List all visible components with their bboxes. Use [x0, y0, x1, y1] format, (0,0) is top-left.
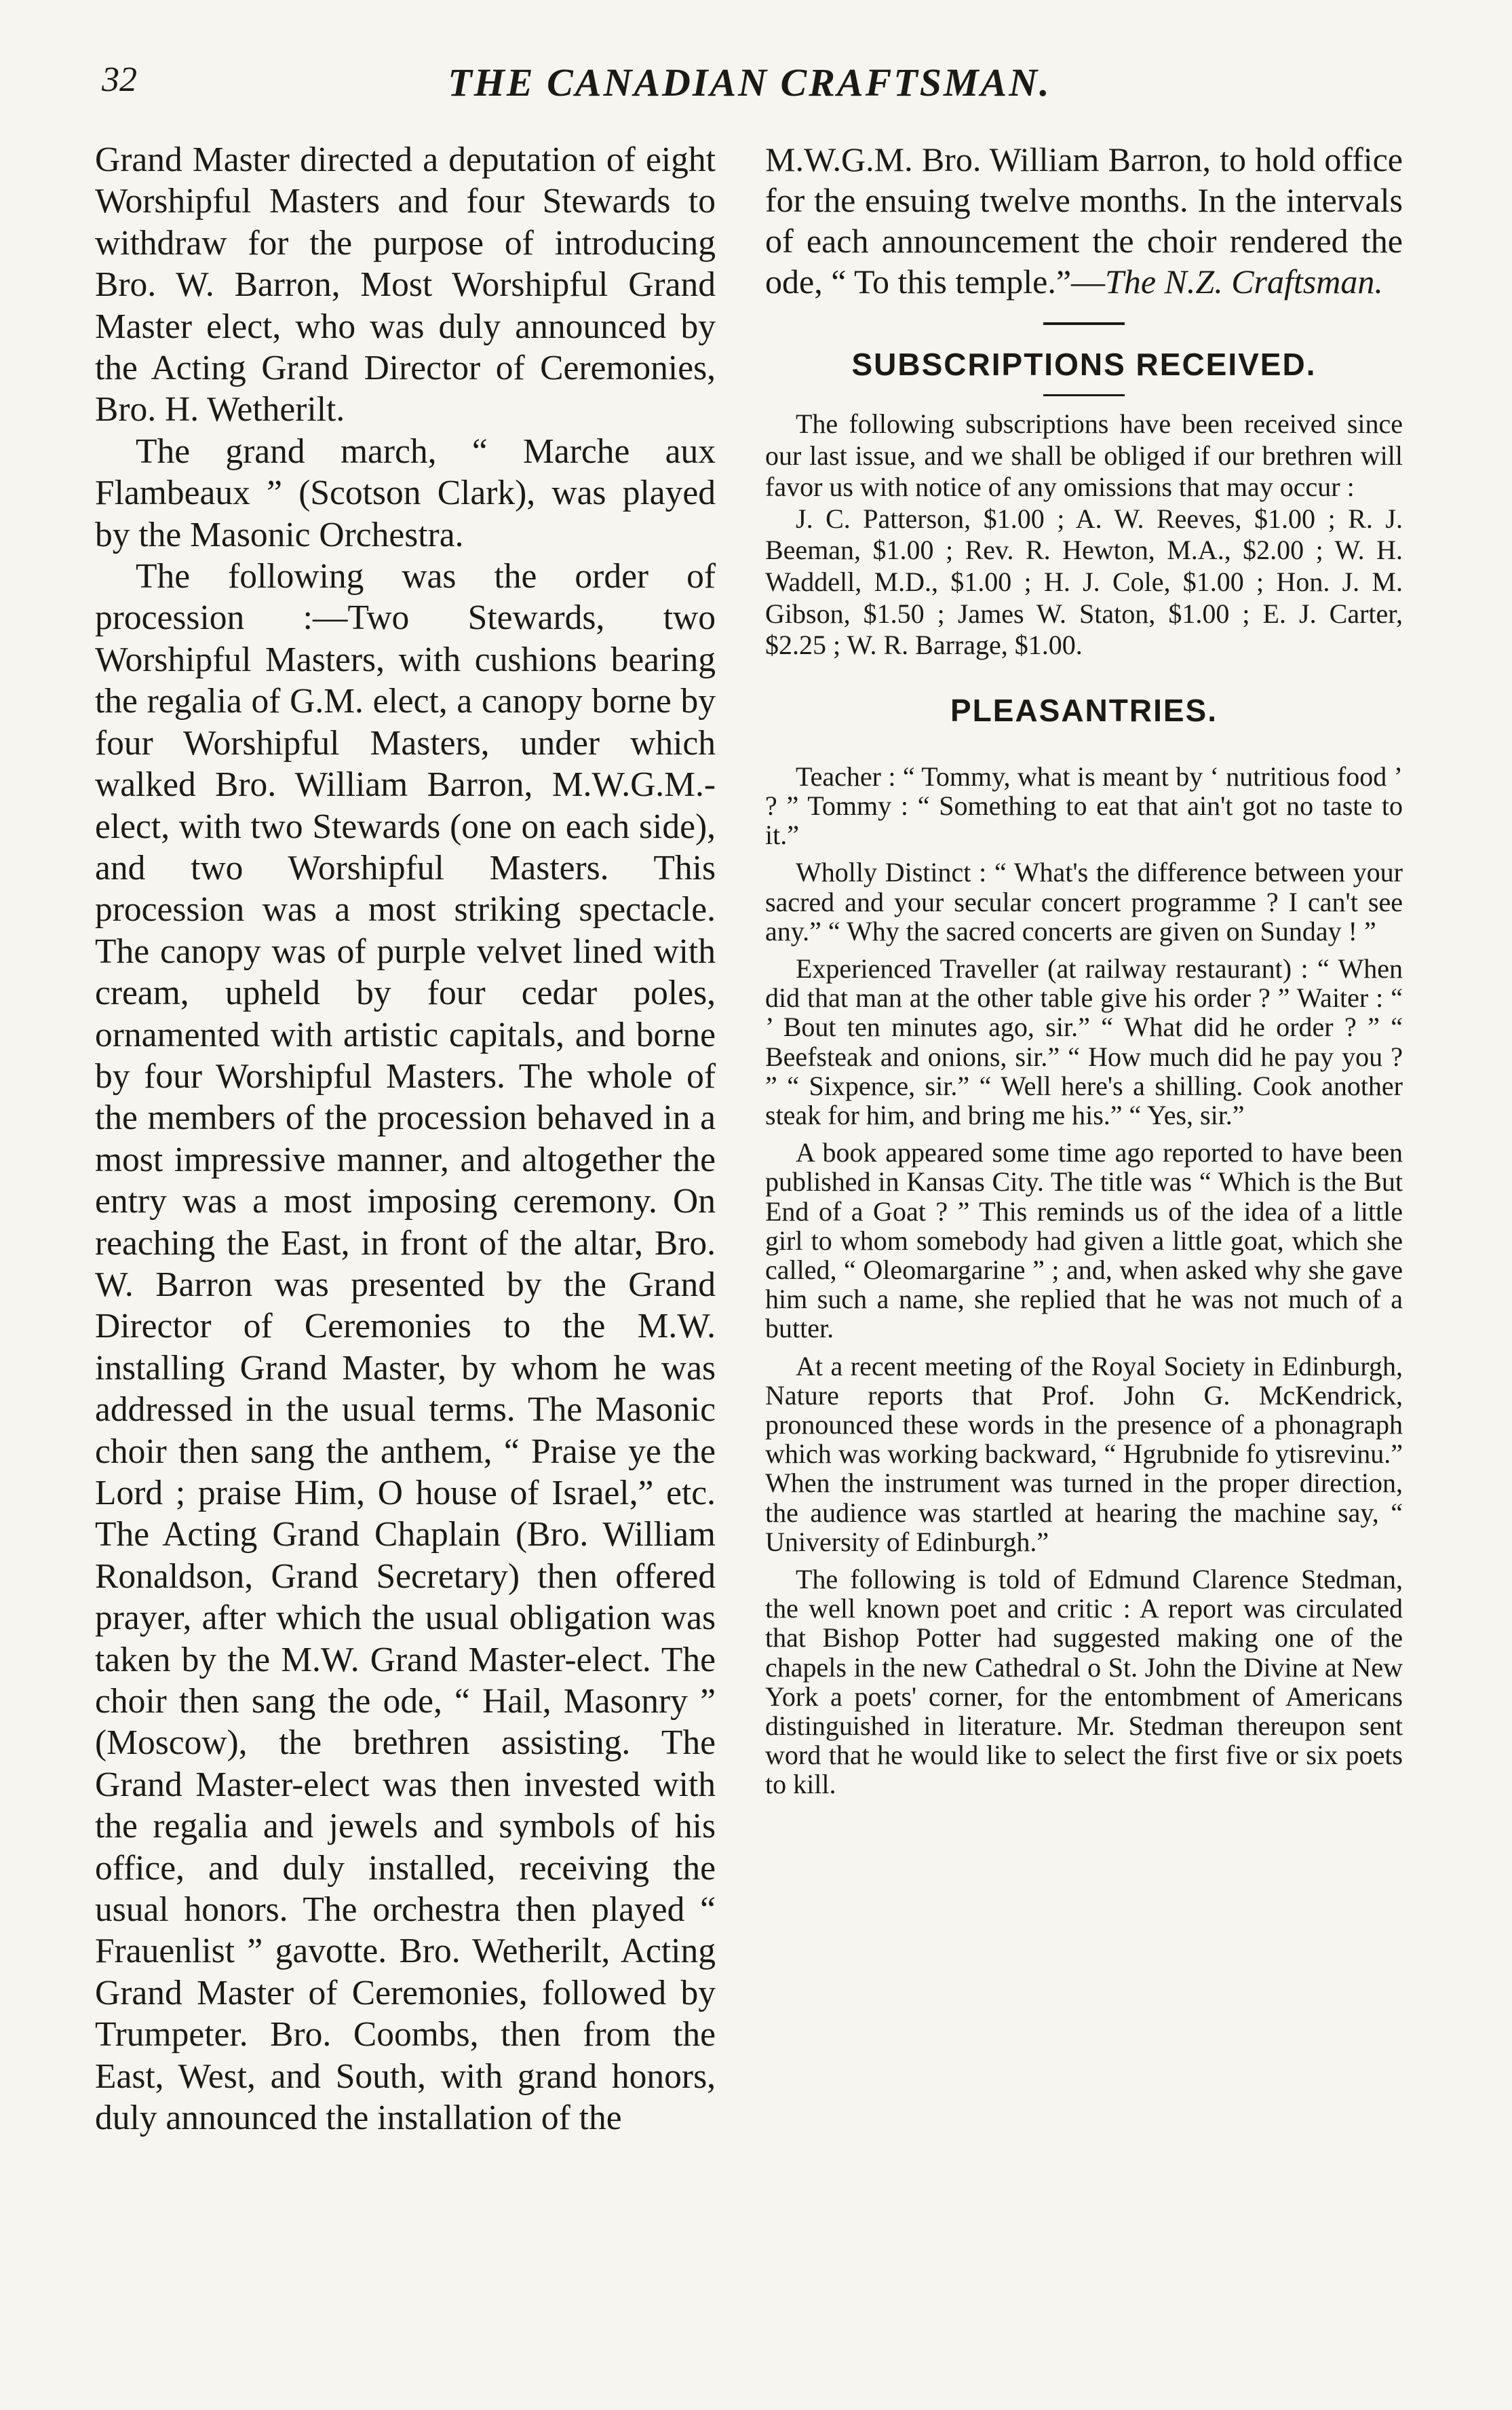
pleasantry-item: Wholly Distinct : “ What's the difference between your sacred and your secular concert programme ? I can't see any.” “ Why the sacred concerts are given on Sunday ! ”: [765, 857, 1403, 946]
source-credit: The N.Z. Craftsman.: [1105, 263, 1383, 301]
pleasantry-item: A book appeared some time ago reported to have been published in Kansas City. The title was “ Which is the But End of a Goat ? ” This reminds us of the idea of a little girl to whom somebody had given a little goat, which she called, “ Oleomargarine ” ; and, when asked why she gave him such a name, she replied that he was not much of a butter.: [765, 1137, 1403, 1344]
pleasantries-list: [765, 762, 1403, 1799]
page-header: [102, 53, 1397, 134]
subscriptions-intro: The following subscriptions have been received since our last issue, and we shall be obliged if our brethren will favor us with notice of any omissions that may occur :: [765, 408, 1403, 503]
pleasantries-heading: PLEASANTRIES.: [950, 692, 1218, 728]
pleasantry-item: At a recent meeting of the Royal Society in Edinburgh, Nature reports that Prof. John G. McKendrick, pronounced these words in the presence of a phonagraph which was working backward, “ Hgrubnide fo ytisrevinu.” When the instrument was turned in the proper direction, the audience was startled at hearing the machine say, “ University of Edinburgh.”: [765, 1350, 1403, 1557]
right-column: [765, 139, 1403, 1808]
section-divider: [1043, 322, 1125, 325]
left-column: [95, 139, 716, 2139]
page-number: 32: [102, 60, 137, 99]
pleasantry-item: The following is told of Edmund Clarence Stedman, the well known poet and critic : A report was circulated that Bishop Potter had suggested making one of the chapels in the new Cathedral o St. John the Divine at New York a poets' corner, for the entombment of Americans distinguished in literature. Mr. Stedman thereupon sent word that he would like to select the first five or six poets to kill.: [765, 1564, 1403, 1800]
article-paragraph: Grand Master directed a deputation of eight Worshipful Masters and four Stewards to withdraw for the purpose of introducing Bro. W. Barron, Most Worshipful Grand Master elect, who was duly announced by the Acting Grand Director of Ceremonies, Bro. H. Wetherilt.: [95, 140, 716, 429]
article-paragraph: The grand march, “ Marche aux Flambeaux ” (Scotson Clark), was played by the Masonic Orchestra.: [95, 432, 716, 554]
continuation-text: M.W.G.M. Bro. William Barron, to hold office for the ensuing twelve months. In the intervals of each announcement the choir rendered the ode, “ To this temple.”—: [765, 140, 1403, 301]
article-paragraph: The following was the order of procession :—Two Stewards, two Worshipful Masters, with cushions bearing the regalia of G.M. elect, a canopy borne by four Worshipful Masters, under which walked Bro. William Barron, M.W.G.M.-elect, with two Stewards (one on each side), and two Worshipful Masters. This procession was a most striking spectacle. The canopy was of purple velvet lined with cream, upheld by four cedar poles, ornamented with artistic capitals, and borne by four Worshipful Masters. The whole of the members of the procession behaved in a most impressive manner, and altogether the entry was a most imposing ceremony. On reaching the East, in front of the altar, Bro. W. Barron was presented by the Grand Director of Ceremonies to the M.W. installing Grand Master, by whom he was addressed in the usual terms. The Masonic choir then sang the anthem, “ Praise ye the Lord ; praise Him, O house of Israel,” etc. The Acting Grand Chaplain (Bro. William Ronaldson, Grand Secretary) then offered prayer, after which the usual obligation was taken by the M.W. Grand Master-elect. The choir then sang the ode, “ Hail, Masonry ” (Moscow), the brethren assisting. The Grand Master-elect was then invested with the regalia and jewels and symbols of his office, and duly installed, receiving the usual honors. The orchestra then played “ Frauenlist ” gavotte. Bro. Wetherilt, Acting Grand Master of Ceremonies, followed by Trumpeter. Bro. Coombs, then from the East, West, and South, with grand honors, duly announced the installation of the: [95, 557, 716, 2138]
subscriptions-list: J. C. Patterson, $1.00 ; A. W. Reeves, $1.00 ; R. J. Beeman, $1.00 ; Rev. R. Hewton, M.A., $2.00 ; W. H. Waddell, M.D., $1.00 ; H. J. Cole, $1.00 ; Hon. J. M. Gibson, $1.50 ; James W. Staton, $1.00 ; E. J. Carter, $2.25 ; W. R. Barrage, $1.00.: [765, 503, 1403, 661]
article-continuation: [765, 139, 1403, 302]
running-title: THE CANADIAN CRAFTSMAN.: [448, 60, 1051, 104]
heading-divider: [1043, 394, 1125, 396]
subscriptions-heading: SUBSCRIPTIONS RECEIVED.: [851, 347, 1317, 382]
pleasantry-item: Experienced Traveller (at railway restaurant) : “ When did that man at the other table give his order ? ” Waiter : “ ’ Bout ten minutes ago, sir.” “ What did he order ? ” “ Beefsteak and onions, sir.” “ How much did he pay you ? ” “ Sixpence, sir.” “ Well here's a shilling. Cook another steak for him, and bring me his.” “ Yes, sir.”: [765, 953, 1403, 1130]
pleasantry-item: Teacher : “ Tommy, what is meant by ‘ nutritious food ’ ? ” Tommy : “ Something to eat that ain't got no taste to it.”: [765, 761, 1403, 851]
